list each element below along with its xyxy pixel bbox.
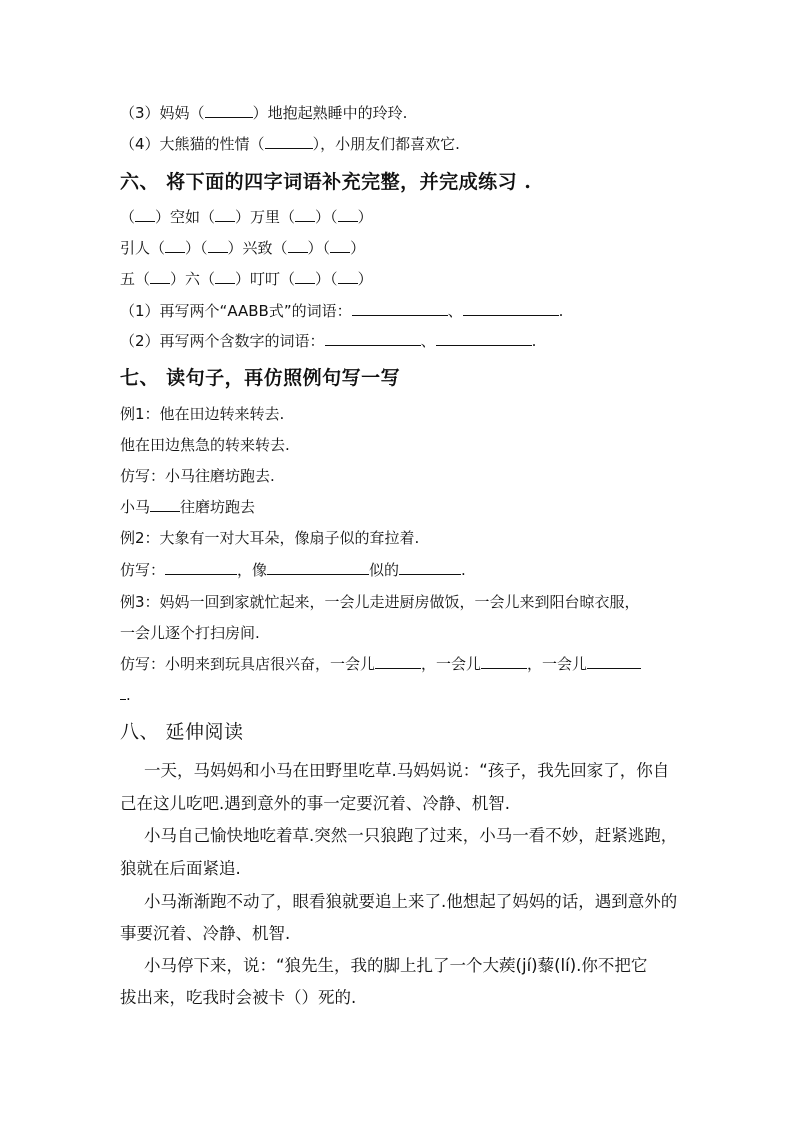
story-paragraph-1-line-2: 己在这儿吃吧.遇到意外的事一定要沉着、冷静、机智.: [120, 794, 510, 813]
story-paragraph-3-line-2: 事要沉着、冷静、机智.: [120, 924, 291, 943]
answer-blank[interactable]: [205, 103, 253, 118]
q7-imitate1: 仿写：小马往磨坊跑去.: [120, 467, 275, 485]
q6-heading: 六、 将下面的四字词语补充完整，并完成练习 .: [120, 171, 532, 193]
item-text: ，像: [237, 561, 268, 579]
answer-blank[interactable]: [436, 331, 532, 346]
answer-blank[interactable]: [288, 238, 308, 253]
item-number: （1）: [120, 302, 160, 320]
answer-blank[interactable]: [150, 497, 180, 512]
item-text: 仿写：: [120, 561, 166, 579]
end-mark: .: [461, 561, 466, 579]
item-text: 似的: [369, 561, 400, 579]
end-mark: .: [126, 686, 131, 704]
q6-row1: [120, 207, 373, 227]
row-text: ）（: [315, 270, 338, 288]
row-text: ）: [350, 239, 366, 257]
answer-blank[interactable]: [295, 269, 315, 284]
q7-imitate1b: [120, 497, 255, 517]
row-text: ）空如（: [155, 208, 216, 226]
q7-imitate2: [120, 560, 466, 580]
item-number: （3）: [120, 104, 160, 122]
answer-blank[interactable]: [481, 654, 527, 669]
answer-blank[interactable]: [265, 134, 313, 149]
item-text: ），小朋友们都喜欢它.: [312, 135, 460, 153]
q6-row2: [120, 238, 365, 258]
item-text: 再写两个含数字的词语：: [159, 332, 325, 350]
row-text: ）六（: [170, 270, 216, 288]
story-paragraph-1-line-1: 一天，马妈妈和小马在田野里吃草.马妈妈说：“孩子，我先回家了，你自: [144, 761, 670, 780]
item-number: （4）: [120, 135, 160, 153]
answer-blank[interactable]: [215, 269, 235, 284]
row-text: ）万里（: [235, 208, 296, 226]
q6-row3: [120, 269, 373, 289]
answer-blank[interactable]: [208, 238, 228, 253]
q7-example2: 例2：大象有一对大耳朵，像扇子似的耷拉着.: [120, 529, 420, 547]
item-text: ）地抱起熟睡中的玲玲.: [252, 104, 408, 122]
item-text: ，一会儿: [527, 655, 588, 673]
answer-blank[interactable]: [330, 238, 350, 253]
item-text: 往磨坊跑去: [180, 498, 256, 516]
row-text: ）（: [315, 208, 338, 226]
row-text: ）（: [307, 239, 331, 257]
answer-blank[interactable]: [325, 331, 421, 346]
q6-sub2: [120, 331, 536, 351]
item-number: （2）: [120, 332, 160, 350]
separator: 、: [420, 332, 436, 350]
item-text: 仿写：小明来到玩具店很兴奋，一会儿: [120, 655, 376, 673]
story-paragraph-4-line-1: 小马停下来，说：“狼先生，我的脚上扎了一个大蒺(jí)藜(lí).你不把它: [144, 956, 648, 975]
row-text: ）: [357, 270, 373, 288]
item-text: 再写两个“AABB式”的词语：: [159, 302, 352, 320]
row-text: ）: [357, 208, 373, 226]
answer-blank[interactable]: [267, 560, 369, 575]
separator: 、: [447, 302, 463, 320]
story-paragraph-4-line-2: 拔出来，吃我时会被卡（）死的.: [120, 988, 357, 1007]
answer-blank[interactable]: [165, 238, 185, 253]
q5-item4: [120, 134, 460, 154]
q7-heading: 七、 读句子，再仿照例句写一写: [120, 367, 401, 389]
q7-example3a: 例3：妈妈一回到家就忙起来，一会儿走进厨房做饭，一会儿来到阳台晾衣服，: [120, 593, 640, 611]
story-paragraph-2-line-2: 狼就在后面紧追.: [120, 859, 241, 878]
item-text: ，一会儿: [421, 655, 482, 673]
story-paragraph-2-line-1: 小马自己愉快地吃着草.突然一只狼跑了过来，小马一看不妙，赶紧逃跑，: [144, 826, 678, 845]
item-text: 小马: [120, 498, 151, 516]
item-text: 大熊猫的性情（: [159, 135, 265, 153]
row-text: ）（: [185, 239, 208, 257]
answer-blank[interactable]: [295, 207, 315, 222]
answer-blank[interactable]: [215, 207, 235, 222]
answer-blank[interactable]: [352, 301, 448, 316]
answer-blank[interactable]: [399, 560, 461, 575]
end-mark: .: [531, 332, 537, 350]
answer-blank[interactable]: [587, 654, 641, 669]
answer-blank[interactable]: [165, 560, 237, 575]
item-text: 妈妈（: [159, 104, 205, 122]
end-mark: .: [558, 302, 564, 320]
q7-imitate3: [120, 654, 641, 674]
answer-blank[interactable]: [463, 301, 559, 316]
q7-example1b: 他在田边焦急的转来转去.: [120, 436, 290, 454]
answer-blank[interactable]: [338, 269, 358, 284]
row-text: 五（: [120, 270, 151, 288]
q6-sub1: [120, 301, 563, 321]
q7-example1: 例1：他在田边转来转去.: [120, 405, 285, 423]
row-text: （: [120, 208, 136, 226]
q7-imitate3-end: [120, 685, 131, 705]
q5-item3: [120, 103, 407, 123]
story-paragraph-3-line-1: 小马渐渐跑不动了，眼看狼就要追上来了.他想起了妈妈的话，遇到意外的: [144, 892, 678, 911]
answer-blank[interactable]: [135, 207, 155, 222]
row-text: ）兴致（: [227, 239, 288, 257]
row-text: 引人（: [120, 239, 166, 257]
answer-blank[interactable]: [375, 654, 421, 669]
q7-example3b: 一会儿逐个打扫房间.: [120, 624, 260, 642]
answer-blank[interactable]: [338, 207, 358, 222]
answer-blank[interactable]: [150, 269, 170, 284]
q8-heading: 八、 延伸阅读: [120, 721, 244, 743]
row-text: ）叮叮（: [235, 270, 296, 288]
